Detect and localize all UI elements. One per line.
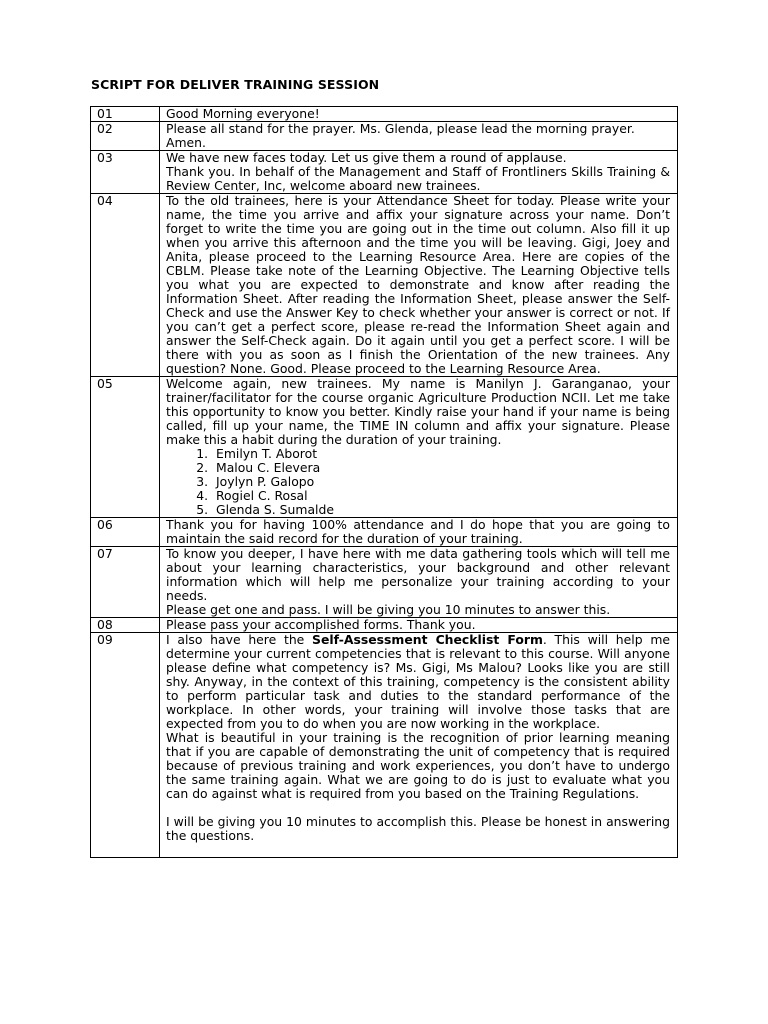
- row-paragraph: Please pass your accomplished forms. Thank you.: [166, 617, 476, 632]
- row-text: [160, 194, 678, 377]
- row-paragraph: Thank you. In behalf of the Management and Staff of Frontliners Skills Training & Review Center, Inc, welcome aboard new trainees.: [166, 164, 670, 193]
- row-paragraph: To the old trainees, here is your Attendance Sheet for today. Please write your name, the time you arrive and affix your signature across your name. Don’t forget to write the time you are going out in the time out column. Also fill it up when you arrive this afternoon and the time you will be leaving. Gigi, Joey and Anita, please proceed to the Learning Resource Area. Here are copies of the CBLM. Please take note of the Learning Objective. The Learning Objective tells you what you are expected to demonstrate and know after reading the Information Sheet. After reading the Information Sheet, please answer the Self-Check and use the Answer Key to check whether your answer is correct or not. If you can’t get a perfect score, please re-read the Information Sheet again and answer the Self-Check again. Do it again until you get a perfect score. I will be there with you as soon as I finish the Orientation of the new trainees. Any question? None. Good. Please proceed to the Learning Resource Area.: [166, 193, 670, 376]
- row-text: [160, 518, 678, 547]
- row-number: 08: [91, 618, 160, 633]
- trainee-name-list: [166, 447, 670, 517]
- paragraph-gap: [166, 843, 670, 857]
- table-row: [91, 518, 678, 547]
- row-paragraph: Please get one and pass. I will be giving you 10 minutes to answer this.: [166, 602, 611, 617]
- table-row: [91, 122, 678, 151]
- row-number: 01: [91, 107, 160, 122]
- table-row: [91, 547, 678, 618]
- document-title: SCRIPT FOR DELIVER TRAINING SESSION: [91, 77, 380, 92]
- trainee-name: 2. Malou C. Elevera: [212, 461, 670, 475]
- row-paragraph: I will be giving you 10 minutes to accomplish this. Please be honest in answering the questions.: [166, 814, 670, 843]
- row-paragraph: Please all stand for the prayer. Ms. Glenda, please lead the morning prayer.: [166, 121, 635, 136]
- trainee-name: 5. Glenda S. Sumalde: [212, 503, 670, 517]
- row-number: 09: [91, 633, 160, 858]
- row-number: 06: [91, 518, 160, 547]
- paragraph-gap: [166, 801, 670, 815]
- row-paragraph: Good Morning everyone!: [166, 106, 320, 121]
- form-name-bold: Self-Assessment Checklist Form: [312, 632, 543, 647]
- table-row: [91, 194, 678, 377]
- paragraph-text: I also have here the: [166, 632, 313, 647]
- row-text: [160, 618, 678, 633]
- script-table: [90, 106, 678, 858]
- row-number: 03: [91, 151, 160, 194]
- table-row: [91, 377, 678, 518]
- row-paragraph: Amen.: [166, 135, 206, 150]
- row-paragraph: We have new faces today. Let us give them a round of applause.: [166, 150, 567, 165]
- row-paragraph: Welcome again, new trainees. My name is Manilyn J. Garanganao, your trainer/facilitator for the course organic Agriculture Production NCII. Let me take this opportunity to know you better. Kindly raise your hand if your name is being called, fill up your name, the TIME IN column and affix your signature. Please make this a habit during the duration of your training.: [166, 376, 670, 447]
- row-text: [160, 107, 678, 122]
- trainee-name: 4. Rogiel C. Rosal: [212, 489, 670, 503]
- row-text: [160, 122, 678, 151]
- trainee-name: 3. Joylyn P. Galopo: [212, 475, 670, 489]
- row-paragraph: [166, 633, 670, 731]
- row-paragraph: What is beautiful in your training is the recognition of prior learning meaning that if you are capable of demonstrating the unit of competency that is required because of previous training and work experiences, you don’t have to undergo the same training again. What we are going to do is just to evaluate what you can do against what is required from you based on the Training Regulations.: [166, 730, 670, 801]
- row-text: [160, 151, 678, 194]
- row-number: 07: [91, 547, 160, 618]
- row-text: [160, 377, 678, 518]
- table-row: [91, 151, 678, 194]
- row-paragraph: Thank you for having 100% attendance and I do hope that you are going to maintain the said record for the duration of your training.: [166, 517, 670, 546]
- row-paragraph: To know you deeper, I have here with me data gathering tools which will tell me about your learning characteristics, your background and other relevant information which will help me personalize your training according to your needs.: [166, 546, 670, 603]
- row-number: 02: [91, 122, 160, 151]
- table-row: [91, 618, 678, 633]
- paragraph-text: . This will help me determine your current competencies that is relevant to this course. Will anyone please define what competency is? Ms. Gigi, Ms Malou? Looks like you are still shy. Anyway, in the context of this training, competency is the consistent ability to perform particular task and duties to the standard performance of the workplace. In other words, your training will involve those tasks that are expected from you to do when you are now working in the workplace.: [166, 632, 671, 731]
- row-text: [160, 547, 678, 618]
- row-number: 05: [91, 377, 160, 518]
- table-row: [91, 107, 678, 122]
- trainee-name: 1. Emilyn T. Aborot: [212, 447, 670, 461]
- row-number: 04: [91, 194, 160, 377]
- table-row: [91, 633, 678, 858]
- row-text: [160, 633, 678, 858]
